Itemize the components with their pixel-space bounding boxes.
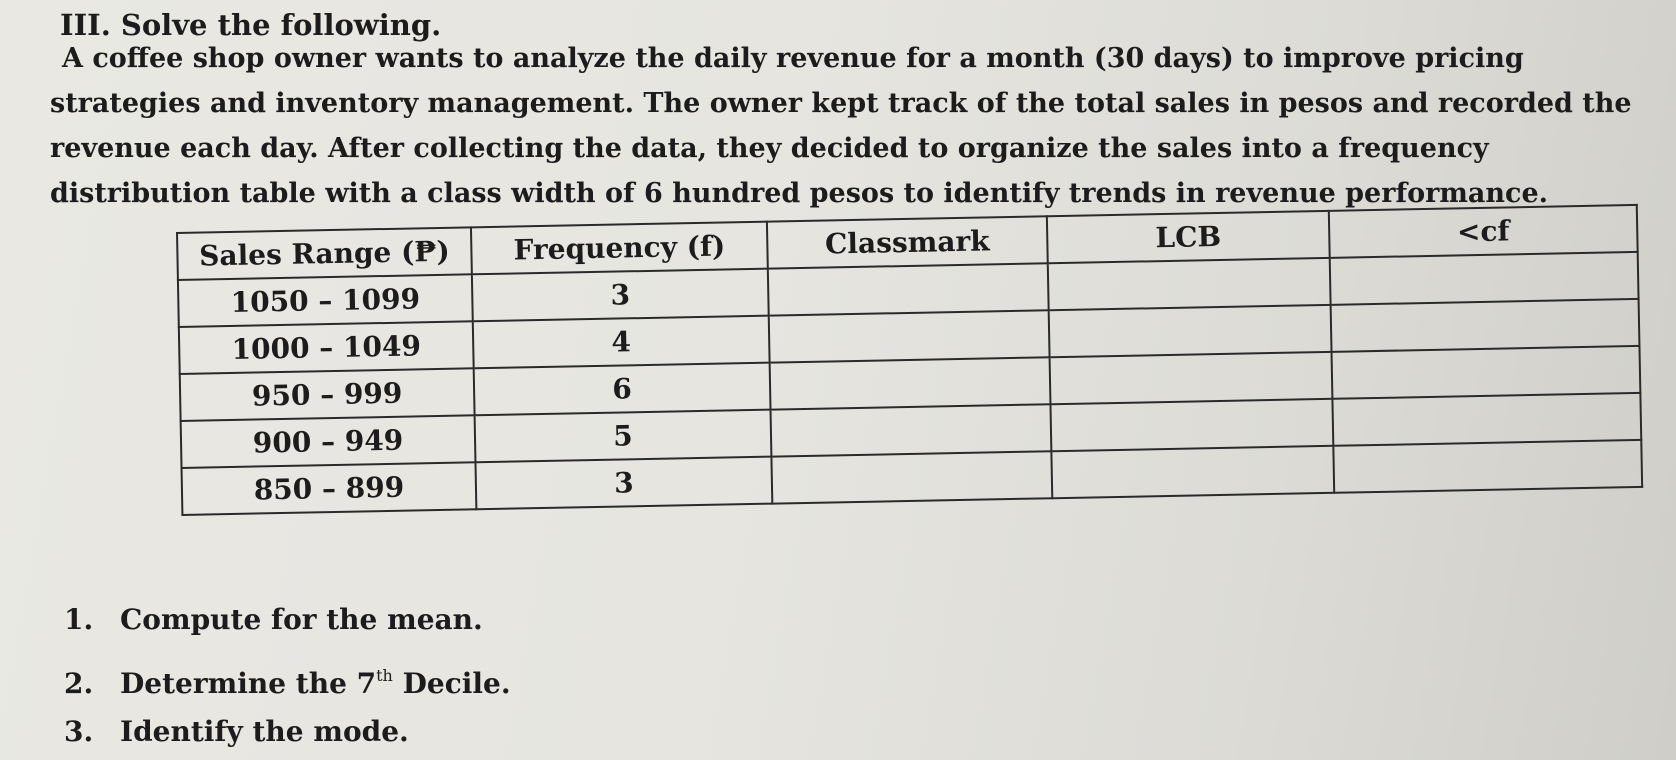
cell-classmark[interactable] bbox=[770, 357, 1051, 409]
cell-classmark[interactable] bbox=[771, 404, 1052, 456]
cell-frequency: 3 bbox=[472, 269, 769, 322]
frequency-table-container bbox=[176, 204, 1641, 516]
cell-sales-range: 1050 – 1099 bbox=[178, 274, 473, 327]
question-item bbox=[64, 648, 511, 704]
cell-frequency: 3 bbox=[475, 457, 772, 510]
cell-sales-range: 1000 – 1049 bbox=[179, 321, 474, 374]
cell-sales-range: 900 – 949 bbox=[181, 415, 476, 468]
cell-less-than-cf[interactable] bbox=[1332, 393, 1641, 446]
question-number: 2. bbox=[64, 667, 94, 700]
cell-sales-range: 950 – 999 bbox=[180, 368, 475, 421]
cell-frequency: 5 bbox=[475, 410, 772, 463]
question-item bbox=[64, 704, 511, 760]
cell-less-than-cf[interactable] bbox=[1330, 252, 1639, 305]
cell-lcb[interactable] bbox=[1050, 352, 1333, 404]
cell-lcb[interactable] bbox=[1051, 446, 1334, 498]
cell-frequency: 6 bbox=[474, 363, 771, 416]
section-title: III. Solve the following. bbox=[60, 8, 442, 42]
cell-less-than-cf[interactable] bbox=[1332, 346, 1641, 399]
question-item bbox=[64, 592, 511, 648]
cell-classmark[interactable] bbox=[768, 263, 1049, 315]
cell-classmark[interactable] bbox=[769, 310, 1050, 362]
cell-classmark[interactable] bbox=[771, 451, 1052, 503]
cell-lcb[interactable] bbox=[1048, 258, 1331, 310]
header-lcb: LCB bbox=[1047, 211, 1330, 263]
problem-statement: A coffee shop owner wants to analyze the daily revenue for a month (30 days) to improve pricing strategies and inventory management. The owner kept track of the total sales in pesos and recorded the revenue each day. After collecting the data, they decided to organize the sales into a frequency distribution table with a class width of 6 hundred pesos to identify trends in revenue performance. bbox=[50, 43, 1632, 209]
header-sales-range: Sales Range (₱) bbox=[177, 227, 472, 280]
question-text-post: Decile. bbox=[392, 667, 511, 700]
question-number: 1. bbox=[64, 603, 94, 636]
question-text: Identify the mode. bbox=[120, 715, 409, 748]
question-text-pre: Determine the 7 bbox=[120, 667, 377, 700]
cell-less-than-cf[interactable] bbox=[1333, 440, 1642, 493]
cell-sales-range: 850 – 899 bbox=[182, 462, 477, 515]
frequency-distribution-table bbox=[176, 204, 1643, 516]
question-list bbox=[64, 592, 511, 760]
cell-frequency: 4 bbox=[473, 316, 770, 369]
header-less-than-cf: <cf bbox=[1329, 205, 1638, 258]
question-number: 3. bbox=[64, 715, 94, 748]
header-frequency: Frequency (f) bbox=[471, 222, 768, 275]
cell-lcb[interactable] bbox=[1049, 305, 1332, 357]
header-classmark: Classmark bbox=[767, 216, 1048, 268]
ordinal-suffix: th bbox=[376, 666, 393, 685]
cell-less-than-cf[interactable] bbox=[1331, 299, 1640, 352]
question-text: Compute for the mean. bbox=[120, 603, 483, 636]
cell-lcb[interactable] bbox=[1050, 399, 1333, 451]
